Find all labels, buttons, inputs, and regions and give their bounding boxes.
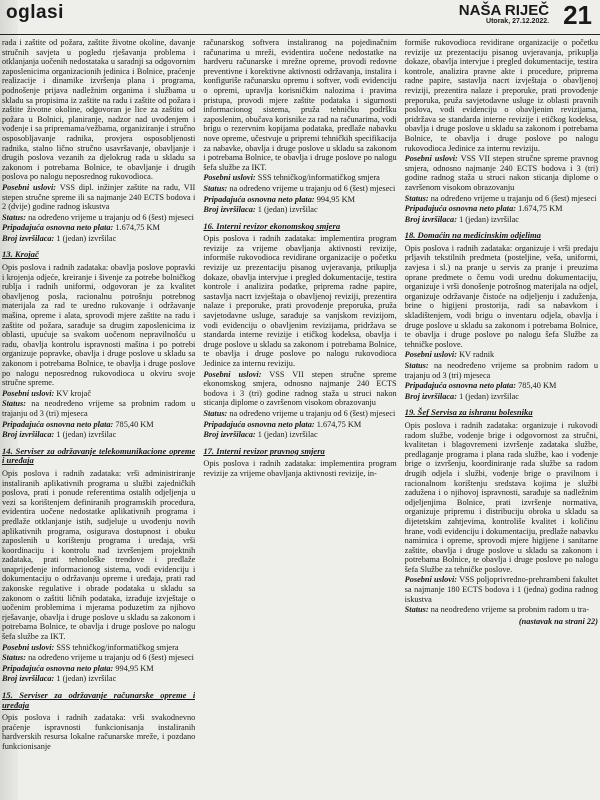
detail-line bbox=[2, 664, 195, 674]
detail-label: Pripadajuća osnovna neto plata: bbox=[404, 204, 516, 214]
detail-label: Broj izvršilaca: bbox=[404, 391, 457, 401]
detail-line bbox=[203, 205, 396, 215]
section-description: Opis poslova i radnih zadataka: organizuje i vrši predaju prljavih tekstilnih predmeta (posteljine, veša, uniformi, zavjesa i sl.) na pranje u servis za pranje i preuzima oprane predmete o čemu vodi urednu dokumentaciju, organizuje i vrši donošenje potrošnog materijala na odjel, organizuje održavanje čistoće na odjeljenju i zaduženja, brine o higijeni prostorija, radi sa nabavkom i skladištenjem, vodi brigu o inventaru odjela, obavlja i druge poslove u skladu sa zakonom i potrebama Bolnice, te obavlja i druge poslove po nalogu šefa Službe za tehničke poslove. bbox=[404, 243, 598, 349]
detail-line bbox=[203, 430, 396, 440]
detail-line bbox=[405, 204, 598, 214]
detail-value: na neodređeno vrijeme sa probnim radom u trajanju od 3 (tri) mjeseca bbox=[404, 361, 598, 380]
section-description: Opis poslova i radnih zadataka: obavlja poslove popravki i krojenja odjeće, kreiranje i šivenje za potrebe bolničkog rublja i radnih uniformi, odgovoran je za kvalitet obavljenog posla, racionalnu potrošnju potrebnog materijala za rad te uredno rukovanje i održavanje mašina, opreme i alata, sprovodi mjere zaštite na radu i zaštite od požara, sarađuje sa drugim zaposlenicima iz oblasti, upućuje sa svakom uočenom nepravilnošću u radu, obavlja kontrolu ispravnosti mašina i po potrebi organizuje popravke, obavlja i druge poslove u skladu sa zakonom i potrebama Bolnice, te obavlja i druge poslove po nalogu neposrednog rukovodioca u okviru svoje stručne spreme. bbox=[2, 263, 196, 388]
detail-value: VSS poljoprivredno-prehrambeni fakultet sa najmanje 180 ECTS bodova i 1 (jedna) godina radnog iskustva bbox=[404, 575, 598, 604]
section-heading: 19. Šef Servisa za ishranu bolesnika bbox=[404, 407, 533, 418]
detail-value: 1 (jedan) izvršilac bbox=[459, 214, 519, 224]
detail-value: 785,40 KM bbox=[115, 419, 154, 429]
section-heading: 13. Krojač bbox=[2, 249, 39, 260]
detail-label: Pripadajuća osnovna neto plata: bbox=[203, 419, 315, 429]
detail-label: Status: bbox=[2, 399, 26, 409]
detail-label: Posebni uslovi: bbox=[2, 642, 55, 652]
section-heading: 15. Serviser za održavanje računarske opreme i uređaja bbox=[2, 690, 196, 710]
detail-label: Pripadajuća osnovna neto plata: bbox=[404, 381, 516, 391]
detail-line bbox=[405, 381, 598, 391]
job-details bbox=[405, 154, 598, 224]
newspaper-brand: NAŠA RIJEČ bbox=[458, 2, 550, 19]
detail-value: na određeno vrijeme u trajanju od 6 (šest) mjeseci bbox=[229, 183, 396, 193]
detail-line bbox=[405, 154, 598, 192]
article-columns bbox=[2, 38, 598, 798]
page-header bbox=[0, 0, 600, 35]
detail-label: Broj izvršilaca: bbox=[203, 430, 256, 440]
detail-value: VSS VII stepen stručne spreme pravnog smjera, odnosno najmanje 240 ECTS bodova i 3 (tri) godine radnog staža u struci nakon sticanja diplome o završenom visokom obrazovanju bbox=[404, 154, 598, 192]
section-description: Opis poslova i radnih zadataka: vrši administriranje instaliranih aplikativnih programa u službi zajedničkih poslova, prati i ponude referentima ostalih odjeljenja u vezi sa korištenjem definiranih programskih procedura, evidentira uočene nedostatke aplikativnih programa i predlaže otklanjanje istih, sudjeluje u uvođenju novih aplikativnih programa, osigurava dostupnost i obuku zaposlenih u korištenju programa i uređaja, vrši koordinaciju i kontrolu nad izvršenjem projektnih zadataka, prati tehnološke trendove i predlaže unaprijeđenje informacionog sistema, vodi evidenciju i dokumentaciju o održavanju opreme i uređaja, prati rad zakonske regulative i obrade podataka u skladu sa zakonom o zaštiti ličnih podataka, izrađuje izvještaje o uočenim problemima i mjerama poduzetim za njihovo rješavanje, obavlja i druge poslove u skladu sa zakonom i potrebama Bolnice, te obavlja i druge poslove po nalogu šefa službe za IKT. bbox=[2, 468, 196, 642]
job-details bbox=[2, 183, 195, 244]
job-details bbox=[2, 643, 195, 684]
detail-line bbox=[405, 605, 598, 615]
detail-value: SSS tehničkog/informatičkog smjera bbox=[56, 642, 179, 652]
detail-label: Broj izvršilaca: bbox=[2, 430, 55, 440]
header-right bbox=[459, 0, 592, 30]
detail-line bbox=[2, 399, 195, 418]
job-details bbox=[203, 173, 396, 214]
detail-label: Status: bbox=[404, 193, 429, 203]
detail-line bbox=[2, 653, 195, 663]
detail-value: na neodređeno vrijeme sa probnim radom u trajanju od 3 (tri) mjeseca bbox=[2, 399, 196, 418]
detail-line bbox=[2, 430, 195, 440]
detail-label: Status: bbox=[203, 408, 228, 418]
detail-line bbox=[2, 643, 195, 653]
detail-line bbox=[203, 420, 396, 430]
detail-line bbox=[203, 173, 396, 183]
detail-line bbox=[405, 215, 598, 225]
issue-date: Utorak, 27.12.2022. bbox=[486, 18, 550, 25]
intro-text: računarskog softvera instaliranog na pojedinačnim računarima u mreži, evidentira uočene nedostatke na hardveru računarske i mrežne opreme, provodi redovne preventivne i korektivne aktivnosti održavanja, instalira i konfiguriše računarsku opremu i softver, vodi evidenciju o opremi, upravlja korisničkim nalozima i pravima pristupa, provodi mjere zaštite podataka i sigurnosti informacionog sistema, pruža tehničku podršku zaposlenim, obučava korisnike za rad na računarima, vodi brigu o rezervnim kopijama podataka, predlaže nabavku nove opreme, učestvuje u pripremi tehničkih specifikacija za nabavke, obavlja i druge poslove u skladu sa zakonom i potrebama Bolnice, te obavlja i druge poslove po nalogu šefa službe za IKT. bbox=[203, 38, 397, 172]
detail-line bbox=[2, 234, 195, 244]
section-description: Opis poslova i radnih zadataka: implementira program revizije za vrijeme obavljanja aktivnosti revizije, informiše rukovodioca revidirane organizacije o početku revizije uz prezentaciju pisanog uvjeravanja, prikuplja dokaze, obavlja intervjue i pregled dokumentacije, testira kontrole i analizira podatke, priprema radne papire, sastavlja nacrt izvještaja o obavljenoj reviziji, prezentira nalaze i preporuke, prati provođenje preporuka, pruža savjetodavne usluge, sarađuje sa vanjskom revizijom, vodi evidenciju o obavljenim revizijama, pridržava se standarda interne revizije i etičkog kodeksa, obavlja i druge poslove u skladu sa zakonom i potrebama Bolnice, te obavlja i druge poslove po nalogu rukovodioca Jedinice za internu reviziju. bbox=[203, 234, 397, 368]
section-description: Opis poslova i radnih zadataka: organizuje i rukovodi radom službe, vodenje brige i odgovornost za stručni, kvalitetan i blagovremeni izvršenje zadataka službe, predlaganje programa i plana rada službe, kao i vođenje brige o izvršenju, koordiniranje rada službe sa radom drugih odjela i službi, vođenje brige o pravilnom i racionalnom korištenju sredstava kojima je službi zadužena i o njihovoj ispravnosti, sarađuje sa nadležnim odjeljenjima Bolnice, prati izvršenje normativa, organizuje pripremu i distribuciju obroka u skladu sa dijetetskim zahtjevima, kontroliše kvalitet i količinu hrane, vodi evidenciju i dokumentaciju, predlaže nabavku namirnica i opreme, sprovodi mjere higijene i sanitarne zaštite, obavlja i druge poslove u skladu sa zakonom i potrebama Bolnice, te obavlja i druge poslove po nalogu šefa Službe za tehničke poslove. bbox=[404, 420, 598, 574]
detail-label: Broj izvršilaca: bbox=[404, 214, 457, 224]
column-2 bbox=[203, 38, 396, 798]
detail-label: Posebni uslovi: bbox=[2, 388, 55, 398]
detail-label: Posebni uslovi: bbox=[404, 154, 458, 164]
detail-line bbox=[203, 370, 396, 408]
detail-value: 994,95 KM bbox=[115, 663, 154, 673]
detail-line bbox=[2, 389, 195, 399]
detail-value: 1.674,75 KM bbox=[115, 223, 160, 233]
detail-line bbox=[2, 674, 195, 684]
section-heading: 16. Interni revizor ekonomskog smjera bbox=[203, 220, 341, 231]
detail-label: Broj izvršilaca: bbox=[2, 233, 55, 243]
detail-label: Status: bbox=[404, 605, 429, 615]
detail-label: Pripadajuća osnovna neto plata: bbox=[2, 223, 114, 233]
detail-value: na određeno vrijeme u trajanju od 6 (šest) mjeseci bbox=[28, 212, 194, 222]
detail-label: Status: bbox=[203, 183, 228, 193]
detail-value: 1.674,75 KM bbox=[316, 419, 362, 429]
job-details bbox=[2, 389, 195, 440]
detail-value: KV krojač bbox=[56, 388, 92, 398]
detail-label: Broj izvršilaca: bbox=[2, 674, 55, 684]
detail-line bbox=[405, 392, 598, 402]
continuation-note: (nastavak na strani 22) bbox=[518, 616, 598, 626]
detail-label: Pripadajuća osnovna neto plata: bbox=[203, 194, 315, 204]
detail-line bbox=[405, 350, 598, 360]
detail-value: 1 (jedan) izvršilac bbox=[56, 430, 117, 440]
section-heading: 18. Domaćin na medicinskim odjelima bbox=[404, 230, 541, 241]
column-1 bbox=[2, 38, 195, 798]
job-details bbox=[203, 370, 396, 440]
detail-value: 1 (jedan) izvršilac bbox=[56, 233, 117, 243]
detail-label: Pripadajuća osnovna neto plata: bbox=[2, 663, 114, 673]
detail-line bbox=[2, 213, 195, 223]
detail-value: 1 (jedan) izvršilac bbox=[257, 430, 318, 440]
column-3 bbox=[405, 38, 598, 798]
detail-label: Broj izvršilaca: bbox=[203, 205, 256, 215]
section-description: Opis poslova i radnih zadataka: vrši svakodnevno praćenje ispravnosti funkcionisanja instaliranih hardverskih resursa lokalne računarske mreže, i pozdano funkcionisanje bbox=[2, 713, 196, 751]
detail-line bbox=[405, 575, 598, 604]
detail-line bbox=[203, 409, 396, 419]
detail-value: KV radnik bbox=[459, 350, 495, 360]
detail-value: 1 (jedan) izvršilac bbox=[459, 391, 519, 401]
detail-value: na određeno vrijeme u trajanju od 6 (šest) mjeseci bbox=[28, 653, 194, 663]
detail-label: Posebni uslovi: bbox=[203, 369, 262, 379]
detail-label: Posebni uslovi: bbox=[203, 173, 256, 183]
detail-line bbox=[2, 420, 195, 430]
detail-label: Posebni uslovi: bbox=[404, 575, 458, 585]
detail-value: VSS dipl. inžinjer zaštite na radu, VII stepen stručne spreme ili sa najmanje 240 ECTS bodova i 2 (dvije) godine radnog iskustva bbox=[2, 182, 196, 212]
detail-label: Posebni uslovi: bbox=[2, 182, 57, 192]
section-heading: 17. Interni revizor pravnog smjera bbox=[203, 445, 325, 456]
detail-label: Pripadajuća osnovna neto plata: bbox=[2, 419, 114, 429]
detail-label: Status: bbox=[404, 361, 429, 370]
page-number: 21 bbox=[563, 0, 592, 30]
job-details bbox=[405, 575, 598, 614]
section-heading: 14. Serviser za održavanje telekomunikacione opreme i uređaja bbox=[2, 445, 196, 466]
section-description: Opis poslova i radnih zadataka: implementira program revizije za vrijeme obavljanja aktivnosti revizije, in- bbox=[203, 459, 397, 478]
detail-value: VSS VII stepen stručne spreme ekonomskog smjera, odnosno najmanje 240 ECTS bodova i 3 (tri) godine radnog staža u struci nakon sticanja diplome o završenom visokom obrazovanju bbox=[203, 369, 397, 408]
detail-line bbox=[405, 361, 598, 380]
detail-line bbox=[203, 184, 396, 194]
detail-line bbox=[203, 195, 396, 205]
intro-text: formiše rukovodioca revidirane organizacije o početku revizije uz prezentaciju pisanog uvjeravanja, prikuplja dokaze, obavlja intervjue i pregled dokumentacije, testira kontrole, analizira pravne akte i procedure, priprema radne papire, sastavlja nacrt izvještaja o obavljenoj reviziji, prezentira nalaze i preporuke, prati provođenje preporuka, pruža savjetodavne usluge iz oblasti pravnih poslova, vodi evidenciju o obavljenim revizijama, pridržava se standarda interne revizije i etičkog kodeksa, obavlja i druge poslove u skladu sa zakonom i potrebama Bolnice, te obavlja i druge poslove po nalogu rukovodioca Jedinice za internu reviziju. bbox=[404, 38, 598, 153]
detail-label: Status: bbox=[2, 212, 26, 222]
detail-value: SSS tehničkog/informatičkog smjera bbox=[257, 173, 380, 183]
detail-value: 1.674,75 KM bbox=[518, 204, 563, 214]
detail-value: 1 (jedan) izvršilac bbox=[257, 205, 318, 215]
detail-value: na određeno vrijeme u trajanju od 6 (šest) mjeseci bbox=[430, 193, 597, 203]
intro-text: rada i zaštite od požara, zaštite životne okoline, davanje stručnih savjeta u pogledu rješavanja problema i otklanjanja uočenih nedostataka u saradnji sa odgovornim zaposlenicima organizacionih jedinica i Bolnice, praćenje realizacije i dinamike izvršenja plana i programa, podnošenje prijava nadležnim organima i službama u skladu sa propisima iz zaštite na radu i zaštite od požara i zaštite životne okoline, odgovoran je lice za zaštitu od požara u Bolnici, planiranje, nadzor nad uvođenjem i vođenje i sa pripremama/vežbama, organiziranje i stručno osposobljavanje radnika, provjera osposobljenosti radnika, stalno lično stručno usavršavanje, obavljanje i drugih poslova vezanih za djelokrug rada u skladu sa zakonom i potrebama Bolnice, te obavljanje i drugih poslova po nalogu neposrednog rukovodioca. bbox=[2, 38, 196, 182]
detail-line bbox=[2, 223, 195, 233]
detail-label: Posebni uslovi: bbox=[404, 350, 457, 360]
detail-label: Status: bbox=[2, 653, 26, 663]
detail-line bbox=[2, 183, 195, 212]
detail-value: 785,40 KM bbox=[518, 381, 557, 391]
detail-value: na neodređeno vrijeme sa probnim radom u tra- bbox=[430, 605, 589, 615]
detail-line bbox=[405, 194, 598, 204]
detail-value: 1 (jedan) izvršilac bbox=[56, 674, 117, 684]
job-details bbox=[405, 350, 598, 401]
detail-value: na određeno vrijeme u trajanju od 6 (šest) mjeseci bbox=[229, 408, 396, 418]
section-title: oglasi bbox=[6, 2, 64, 23]
detail-value: 994,95 KM bbox=[316, 194, 355, 204]
